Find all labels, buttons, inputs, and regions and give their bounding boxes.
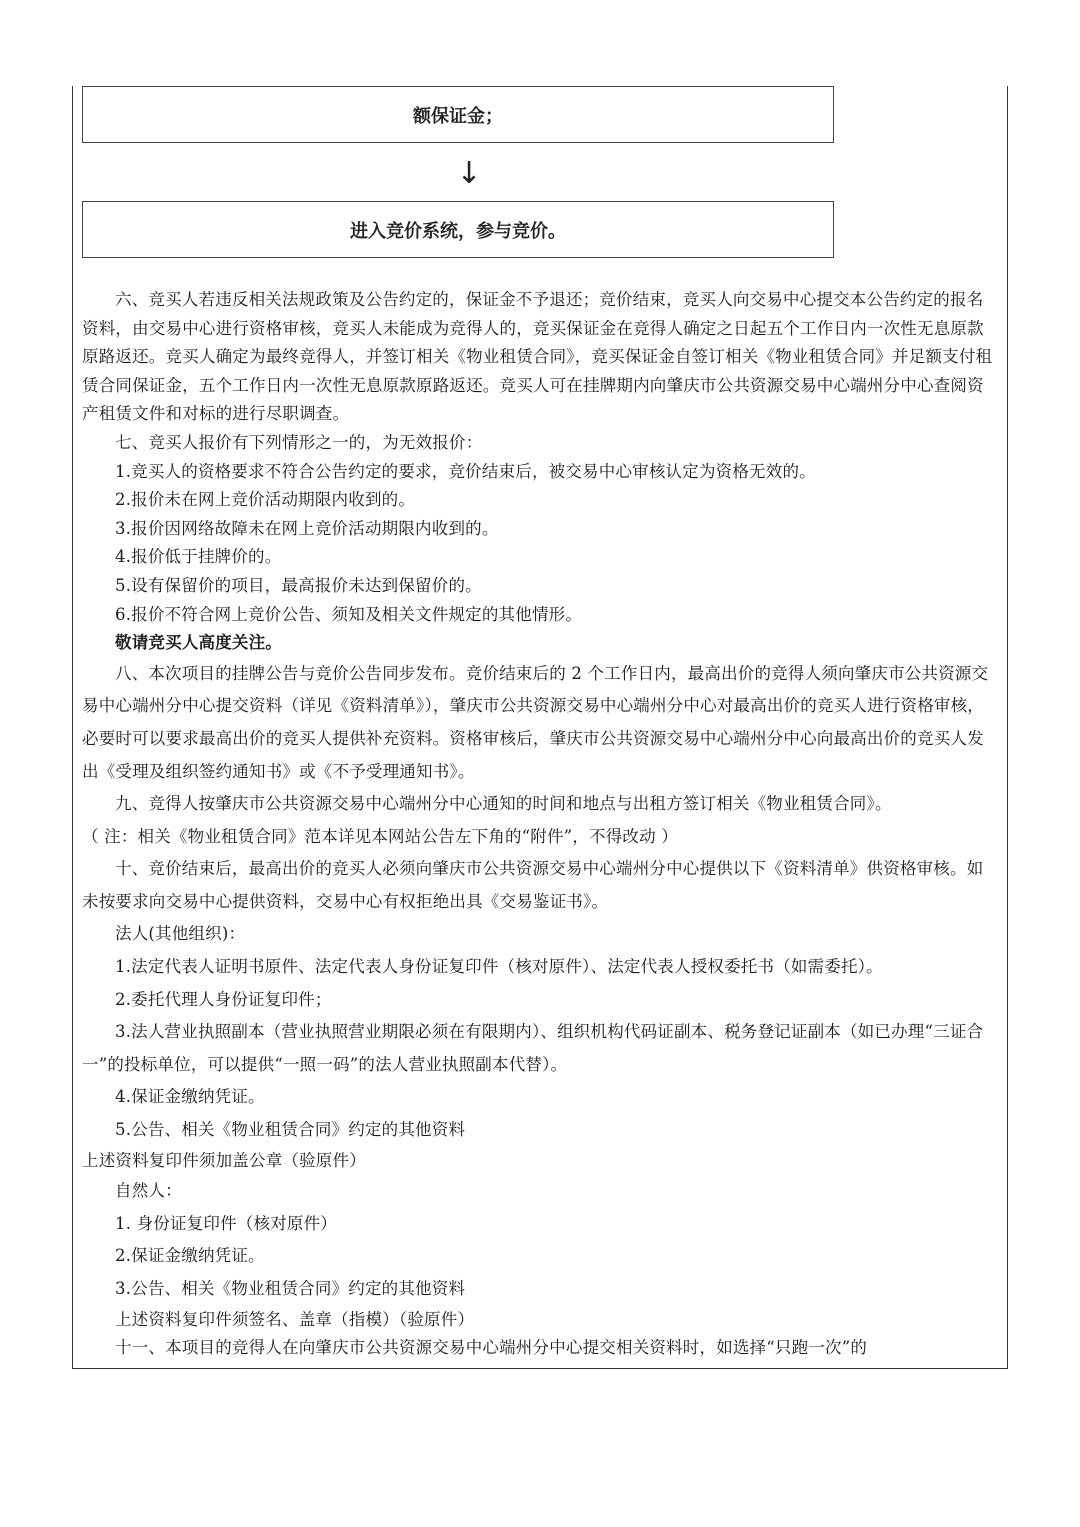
flow-step-bidding-label: 进入竞价系统，参与竞价。: [350, 220, 566, 242]
natural-item-2: 2.保证金缴纳凭证。: [115, 1246, 265, 1266]
legal-item-2: 2.委托代理人身份证复印件；: [115, 989, 332, 1009]
invalid-bid-item-6: 6.报价不符合网上竞价公告、须知及相关文件规定的其他情形。: [115, 604, 583, 624]
paragraph-6: 六、竞买人若违反相关法规政策及公告约定的，保证金不予退还；竞价结束，竞买人向交易中心提交本公告约定的报名资料，由交易中心进行资格审核，竞买人未能成为竞得人的，竞买保证金在竞得人确定之日起五个工作日内一次性无息原款原路返还。竞买人确定为最终竞得人，并签订相关《物业租赁合同》，竞买保证金自签订相关《物业租赁合同》并足额支付租赁合同保证金，五个工作日内一次性无息原款原路返还。竞买人可在挂牌期内向肇庆市公共资源交易中心端州分中心查阅资产租赁文件和对标的进行尽职调查。: [82, 290, 993, 424]
paragraph-8: 八、本次项目的挂牌公告与竞价公告同步发布。竞价结束后的 2 个工作日内，最高出价的竞得人须向肇庆市公共资源交易中心端州分中心提交资料（详见《资料清单》），肇庆市公共资源交易中心端州分中心对最高出价的竞买人进行资格审核，必要时可以要求最高出价的竞买人提供补充资料。资格审核后，肇庆市公共资源交易中心端州分中心向最高出价的竞买人发出《受理及组织签约通知书》或《不予受理通知书》。: [82, 663, 989, 781]
paragraph-7: 七、竞买人报价有下列情形之一的，为无效报价：: [115, 432, 483, 452]
legal-item-1: 1.法定代表人证明书原件、法定代表人身份证复印件（核对原件）、法定代表人授权委托书（如需委托）。: [115, 957, 883, 977]
announcement-body: [82, 286, 1000, 1363]
flow-step-deposit: [82, 86, 834, 143]
attention-notice: 敬请竞买人高度关注。: [115, 633, 282, 653]
invalid-bid-item-5: 5.设有保留价的项目，最高报价未达到保留价的。: [115, 575, 482, 595]
paragraph-10: 十、竞价结束后，最高出价的竞买人必须向肇庆市公共资源交易中心端州分中心提供以下《资料清单》供资格审核。如未按要求向交易中心提供资料，交易中心有权拒绝出具《交易鉴证书》。: [82, 859, 984, 911]
invalid-bid-item-1: 1.竞买人的资格要求不符合公告约定的要求，竞价结束后，被交易中心审核认定为资格无效的。: [115, 461, 816, 481]
paragraph-11: 十一、本项目的竞得人在向肇庆市公共资源交易中心端州分中心提交相关资料时，如选择“只跑一次”的: [115, 1338, 868, 1358]
legal-entity-title: 法人(其他组织)：: [115, 924, 246, 944]
invalid-bid-item-3: 3.报价因网络故障未在网上竞价活动期限内收到的。: [115, 518, 499, 538]
natural-item-3: 3.公告、相关《物业租赁合同》约定的其他资料: [115, 1279, 466, 1298]
legal-note: 上述资料复印件须加盖公章（验原件）: [82, 1150, 366, 1170]
down-arrow-icon: ↓: [456, 156, 482, 191]
flow-step-deposit-label: 额保证金；: [413, 105, 503, 127]
natural-note: 上述资料复印件须签名、盖章（指模）（验原件）: [115, 1309, 475, 1329]
legal-item-4: 4.保证金缴纳凭证。: [115, 1087, 265, 1107]
legal-item-3: 3.法人营业执照副本（营业执照营业期限必须在有限期内）、组织机构代码证副本、税务登记证副本（如已办理“三证合一”的投标单位，可以提供“一照一码”的法人营业执照副本代替）。: [82, 1022, 984, 1074]
natural-item-1: 1. 身份证复印件（核对原件）: [115, 1213, 337, 1233]
paragraph-9-note: （ 注：相关《物业租赁合同》范本详见本网站公告左下角的“附件”，不得改动 ）: [82, 826, 678, 846]
invalid-bid-item-4: 4.报价低于挂牌价的。: [115, 547, 282, 567]
legal-item-5: 5.公告、相关《物业租赁合同》约定的其他资料: [115, 1120, 466, 1140]
paragraph-9: 九、竞得人按肇庆市公共资源交易中心端州分中心通知的时间和地点与出租方签订相关《物业租赁合同》。: [115, 794, 892, 814]
invalid-bid-item-2: 2.报价未在网上竞价活动期限内收到的。: [115, 490, 416, 510]
flow-step-bidding: [82, 201, 834, 258]
natural-person-title: 自然人：: [115, 1181, 182, 1201]
